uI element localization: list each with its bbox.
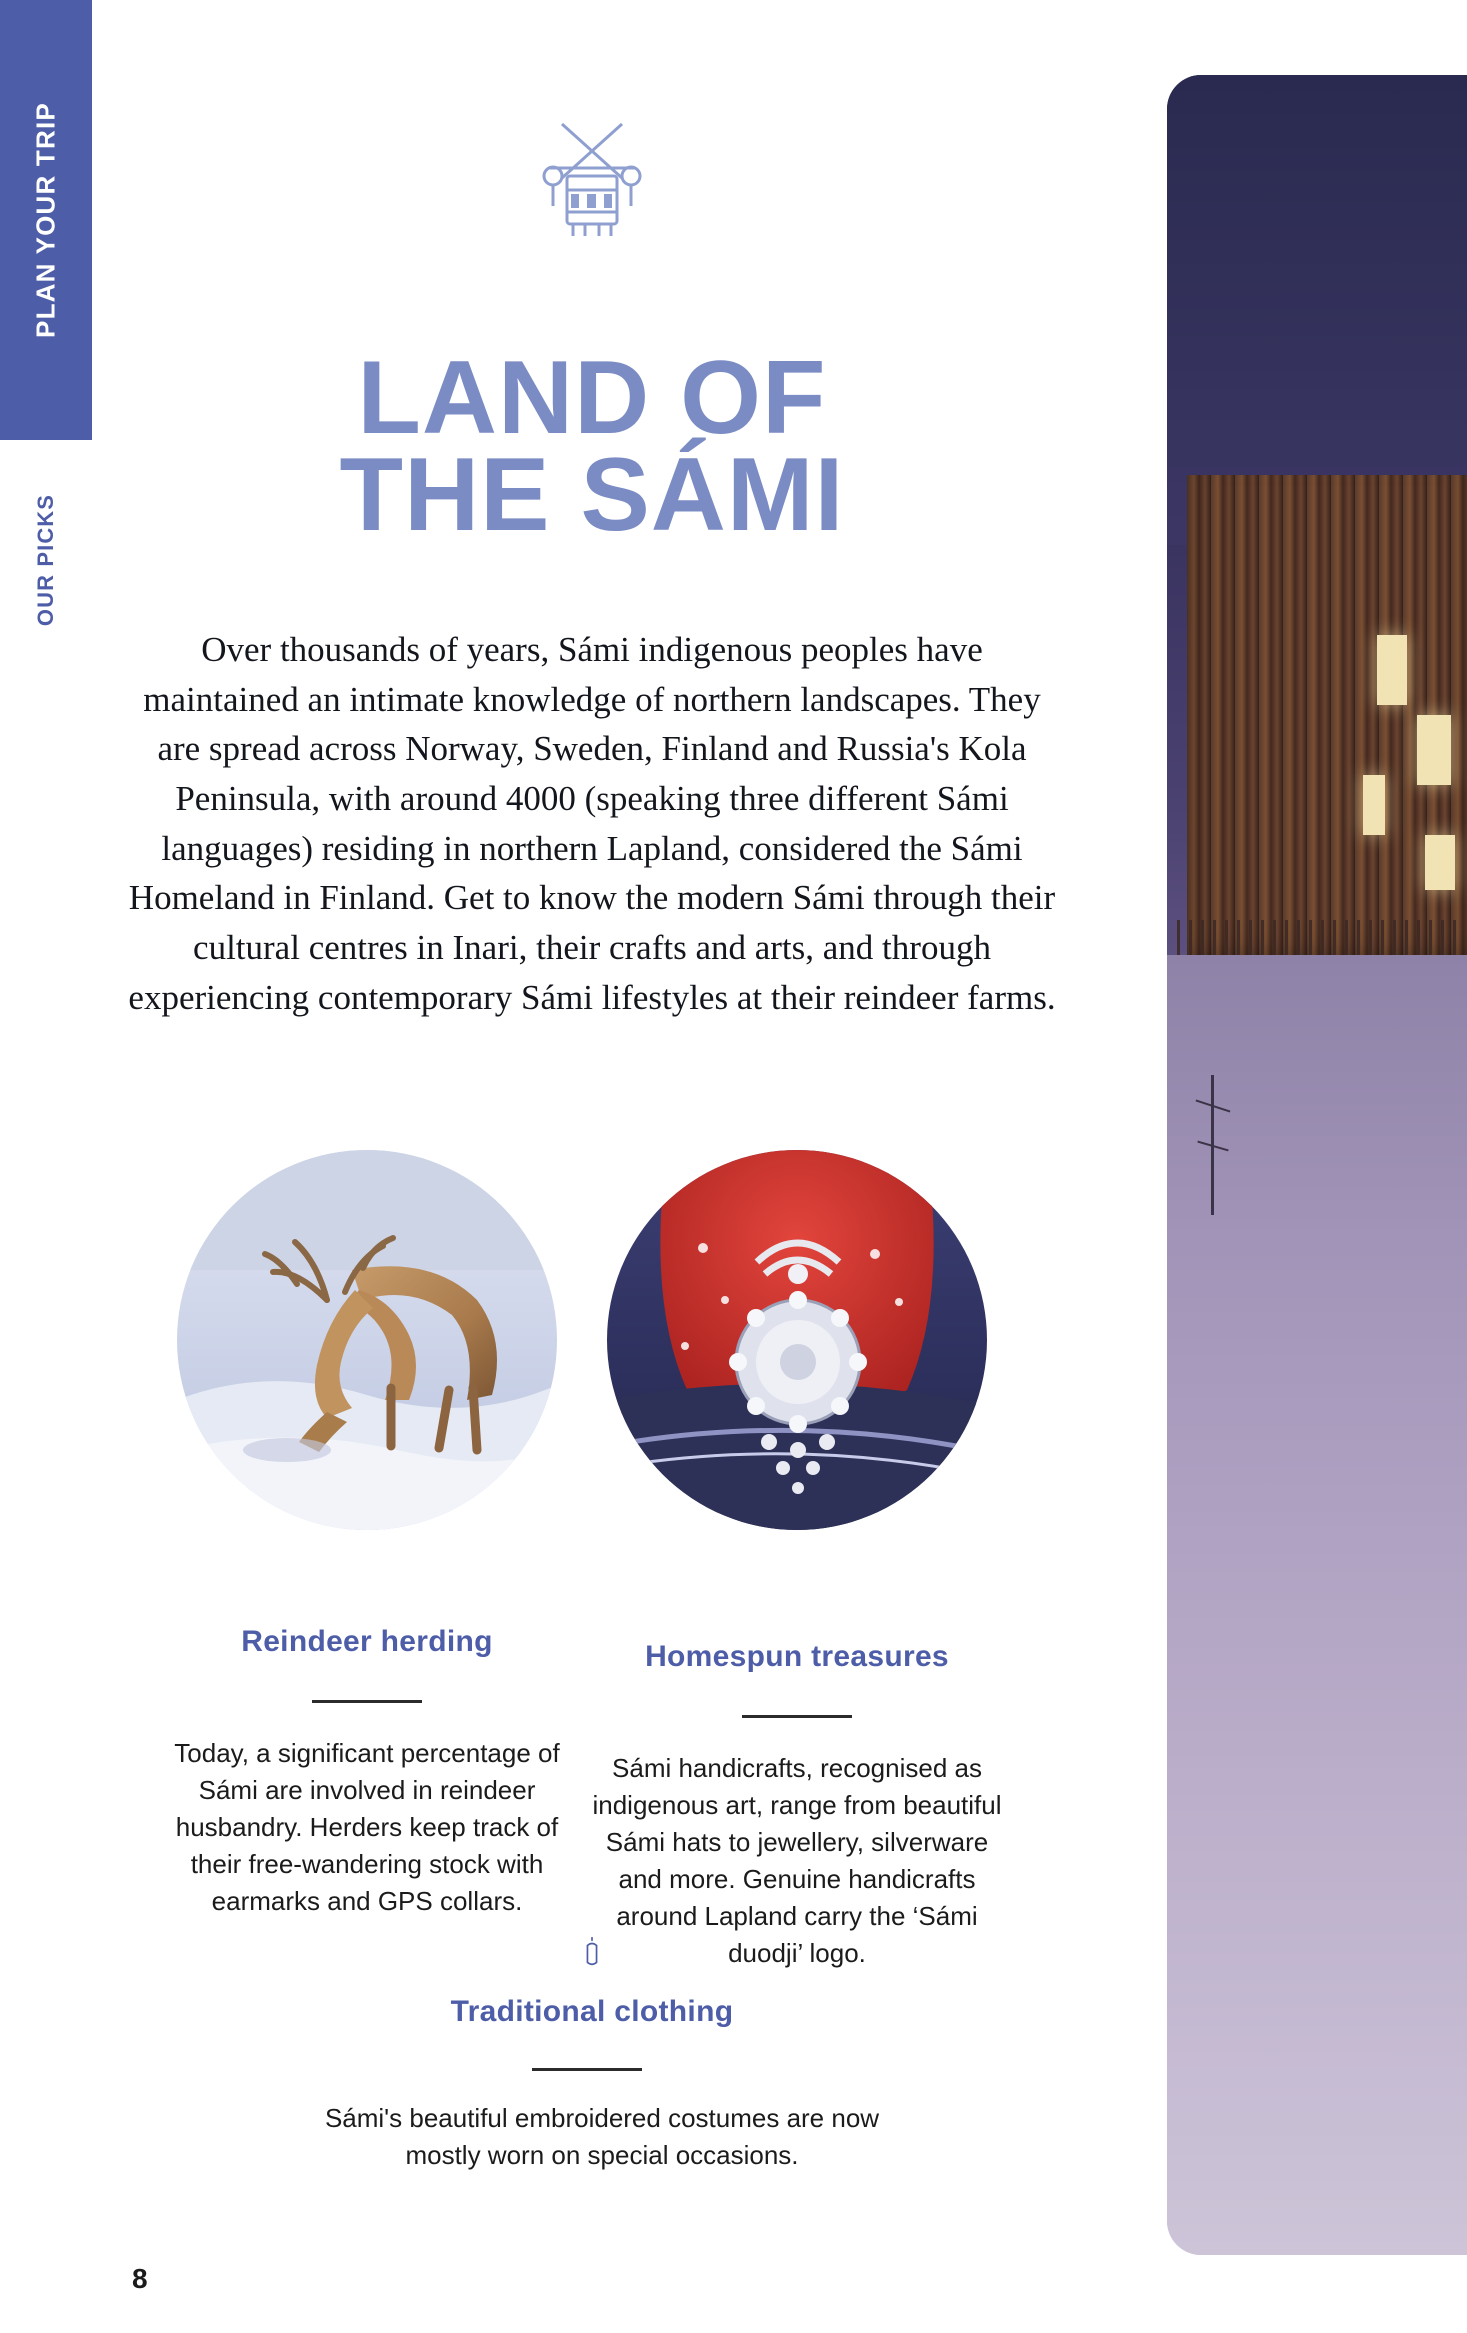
lit-window — [1363, 775, 1385, 835]
lit-window — [1417, 715, 1451, 785]
traditional-clothing-icon — [92, 1930, 1092, 1984]
page-number: 8 — [132, 2263, 148, 2294]
card-title-traditional-clothing: Traditional clothing — [450, 1995, 734, 2028]
photo-credit: FAR LEFT: EKATERINA POLISCHUK/SHUTTERSTOCK ©. LEFT: O.C RITZ/SHUTTERSTOCK ©. RIGHT: PETER GUDELLA/SHUTTERSTOCK © — [1130, 238, 1145, 1197]
lit-window — [1425, 835, 1455, 890]
page-title-line-2: THE SÁMI — [339, 437, 845, 554]
card-title-homespun-treasures: Homespun treasures — [645, 1640, 949, 1673]
sidebar-tab-plan-your-trip[interactable] — [0, 0, 92, 440]
siida-museum-photo — [1167, 75, 1467, 2255]
reindeer-photo — [177, 1150, 557, 1530]
card-title-reindeer-herding: Reindeer herding — [241, 1625, 493, 1658]
intro-paragraph: Over thousands of years, Sámi indigenous peoples have maintained an intimate knowledge of northern landscapes. They are spread across Norway, Sweden, Finland and Russia's Kola Peninsula, with around 4000 (speaking three different Sámi languages) residing in northern Lapland, considered the Sámi Homeland in Finland. Get to know the modern Sámi through their cultural centres in Inari, their crafts and arts, and through experiencing contemporary Sámi lifestyles at their reindeer farms. — [128, 630, 1056, 1017]
sami-brooch-photo — [607, 1150, 987, 1530]
sidebar-tab-our-picks-label: OUR PICKS — [33, 493, 58, 627]
card-rule — [532, 2068, 642, 2071]
card-rule — [312, 1700, 422, 1703]
photo-credit-wrapper — [1130, 120, 1167, 1197]
card-body-reindeer-herding: Today, a significant percentage of Sámi are involved in reindeer husbandry. Herders keep track of their free-wandering stock with earmarks and GPS collars. — [174, 1738, 560, 1916]
bare-tree — [1211, 1075, 1214, 1215]
card-body-homespun-treasures: Sámi handicrafts, recognised as indigenous art, range from beautiful Sámi hats to jewellery, silverware and more. Genuine handicrafts around Lapland carry the ‘Sámi duodji’ logo. — [592, 1753, 1002, 1968]
sami-lavvu-icon — [507, 120, 677, 260]
sidebar-tab-our-picks[interactable] — [0, 440, 92, 680]
card-rule — [742, 1715, 852, 1718]
wooden-fence — [1177, 920, 1457, 960]
card-body-traditional-clothing: Sámi's beautiful embroidered costumes are now mostly worn on special occasions. — [324, 2103, 880, 2170]
sidebar-tab-plan-your-trip-label: PLAN YOUR TRIP — [30, 102, 61, 338]
page-title — [92, 339, 1092, 554]
article-column — [92, 0, 1092, 2333]
side-tab-strip — [0, 0, 92, 2333]
lit-window — [1377, 635, 1407, 705]
page-title-line-1: LAND OF — [357, 339, 827, 456]
